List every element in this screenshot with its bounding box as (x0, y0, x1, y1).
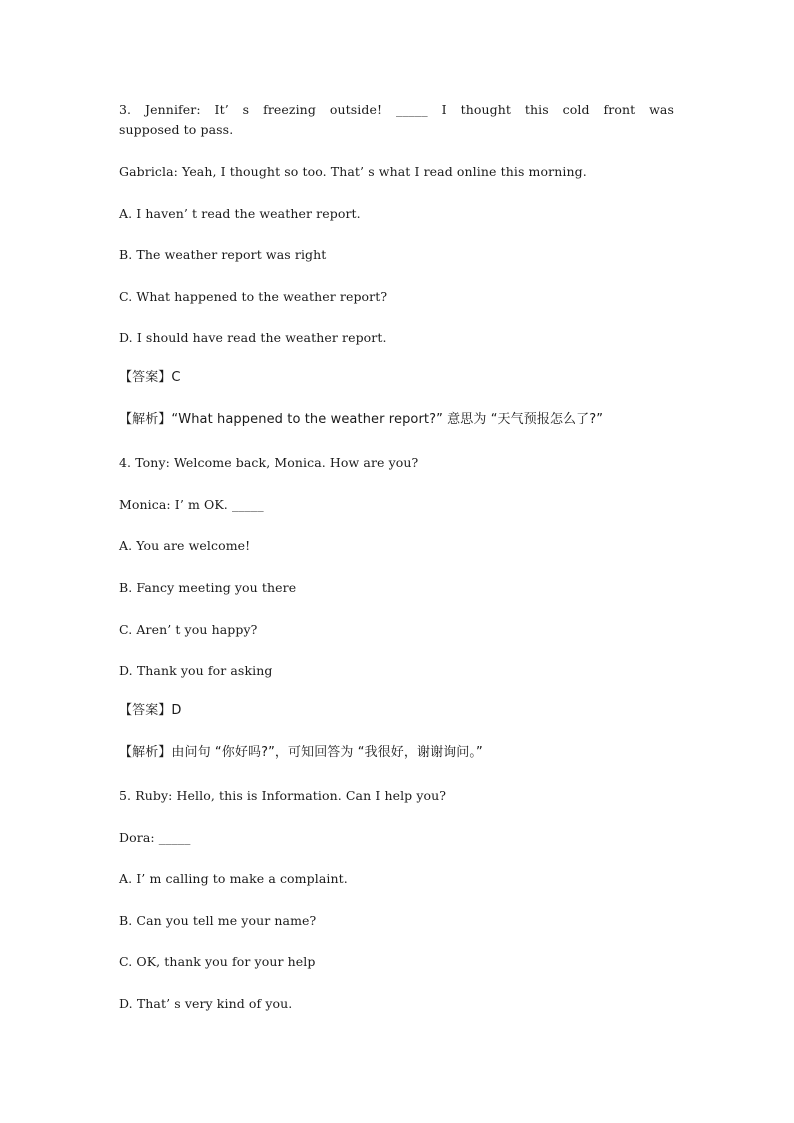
question-3-option-c: C. What happened to the weather report? (119, 289, 388, 304)
question-3-stem-line2: supposed to pass. (119, 122, 234, 137)
question-5-option-c: C. OK, thank you for your help (119, 954, 316, 969)
question-3-answer: 【答案】C (119, 370, 181, 385)
question-3-stem-line1: 3. Jennifer: It’ s freezing outside! _____ I thought this cold front was (119, 102, 674, 117)
question-3-reply: Gabricla: Yeah, I thought so too. That’ s what I read online this morning. (119, 164, 587, 179)
question-5-option-a: A. I’ m calling to make a complaint. (119, 871, 348, 886)
question-5-option-d: D. That’ s very kind of you. (119, 996, 293, 1011)
question-5-reply: Dora: _____ (119, 830, 191, 845)
question-5-option-b: B. Can you tell me your name? (119, 913, 317, 928)
question-3-analysis: 【解析】“What happened to the weather report?” 意思为 “天气预报怎么了?” (119, 412, 604, 427)
question-3-option-d: D. I should have read the weather report. (119, 330, 387, 345)
question-3-option-a: A. I haven’ t read the weather report. (119, 206, 361, 221)
question-4-option-b: B. Fancy meeting you there (119, 580, 297, 595)
question-5-stem: 5. Ruby: Hello, this is Information. Can I help you? (119, 788, 447, 803)
question-4-analysis: 【解析】由问句 “你好吗?”，可知回答为 “我很好，谢谢询问。” (119, 745, 483, 760)
question-4-option-a: A. You are welcome! (119, 538, 251, 553)
question-3-option-b: B. The weather report was right (119, 247, 327, 262)
question-4-reply: Monica: I’ m OK. _____ (119, 497, 264, 512)
question-4-option-c: C. Aren’ t you happy? (119, 622, 258, 637)
question-4-stem: 4. Tony: Welcome back, Monica. How are you? (119, 455, 419, 470)
question-4-answer: 【答案】D (119, 703, 182, 718)
question-4-option-d: D. Thank you for asking (119, 663, 273, 678)
